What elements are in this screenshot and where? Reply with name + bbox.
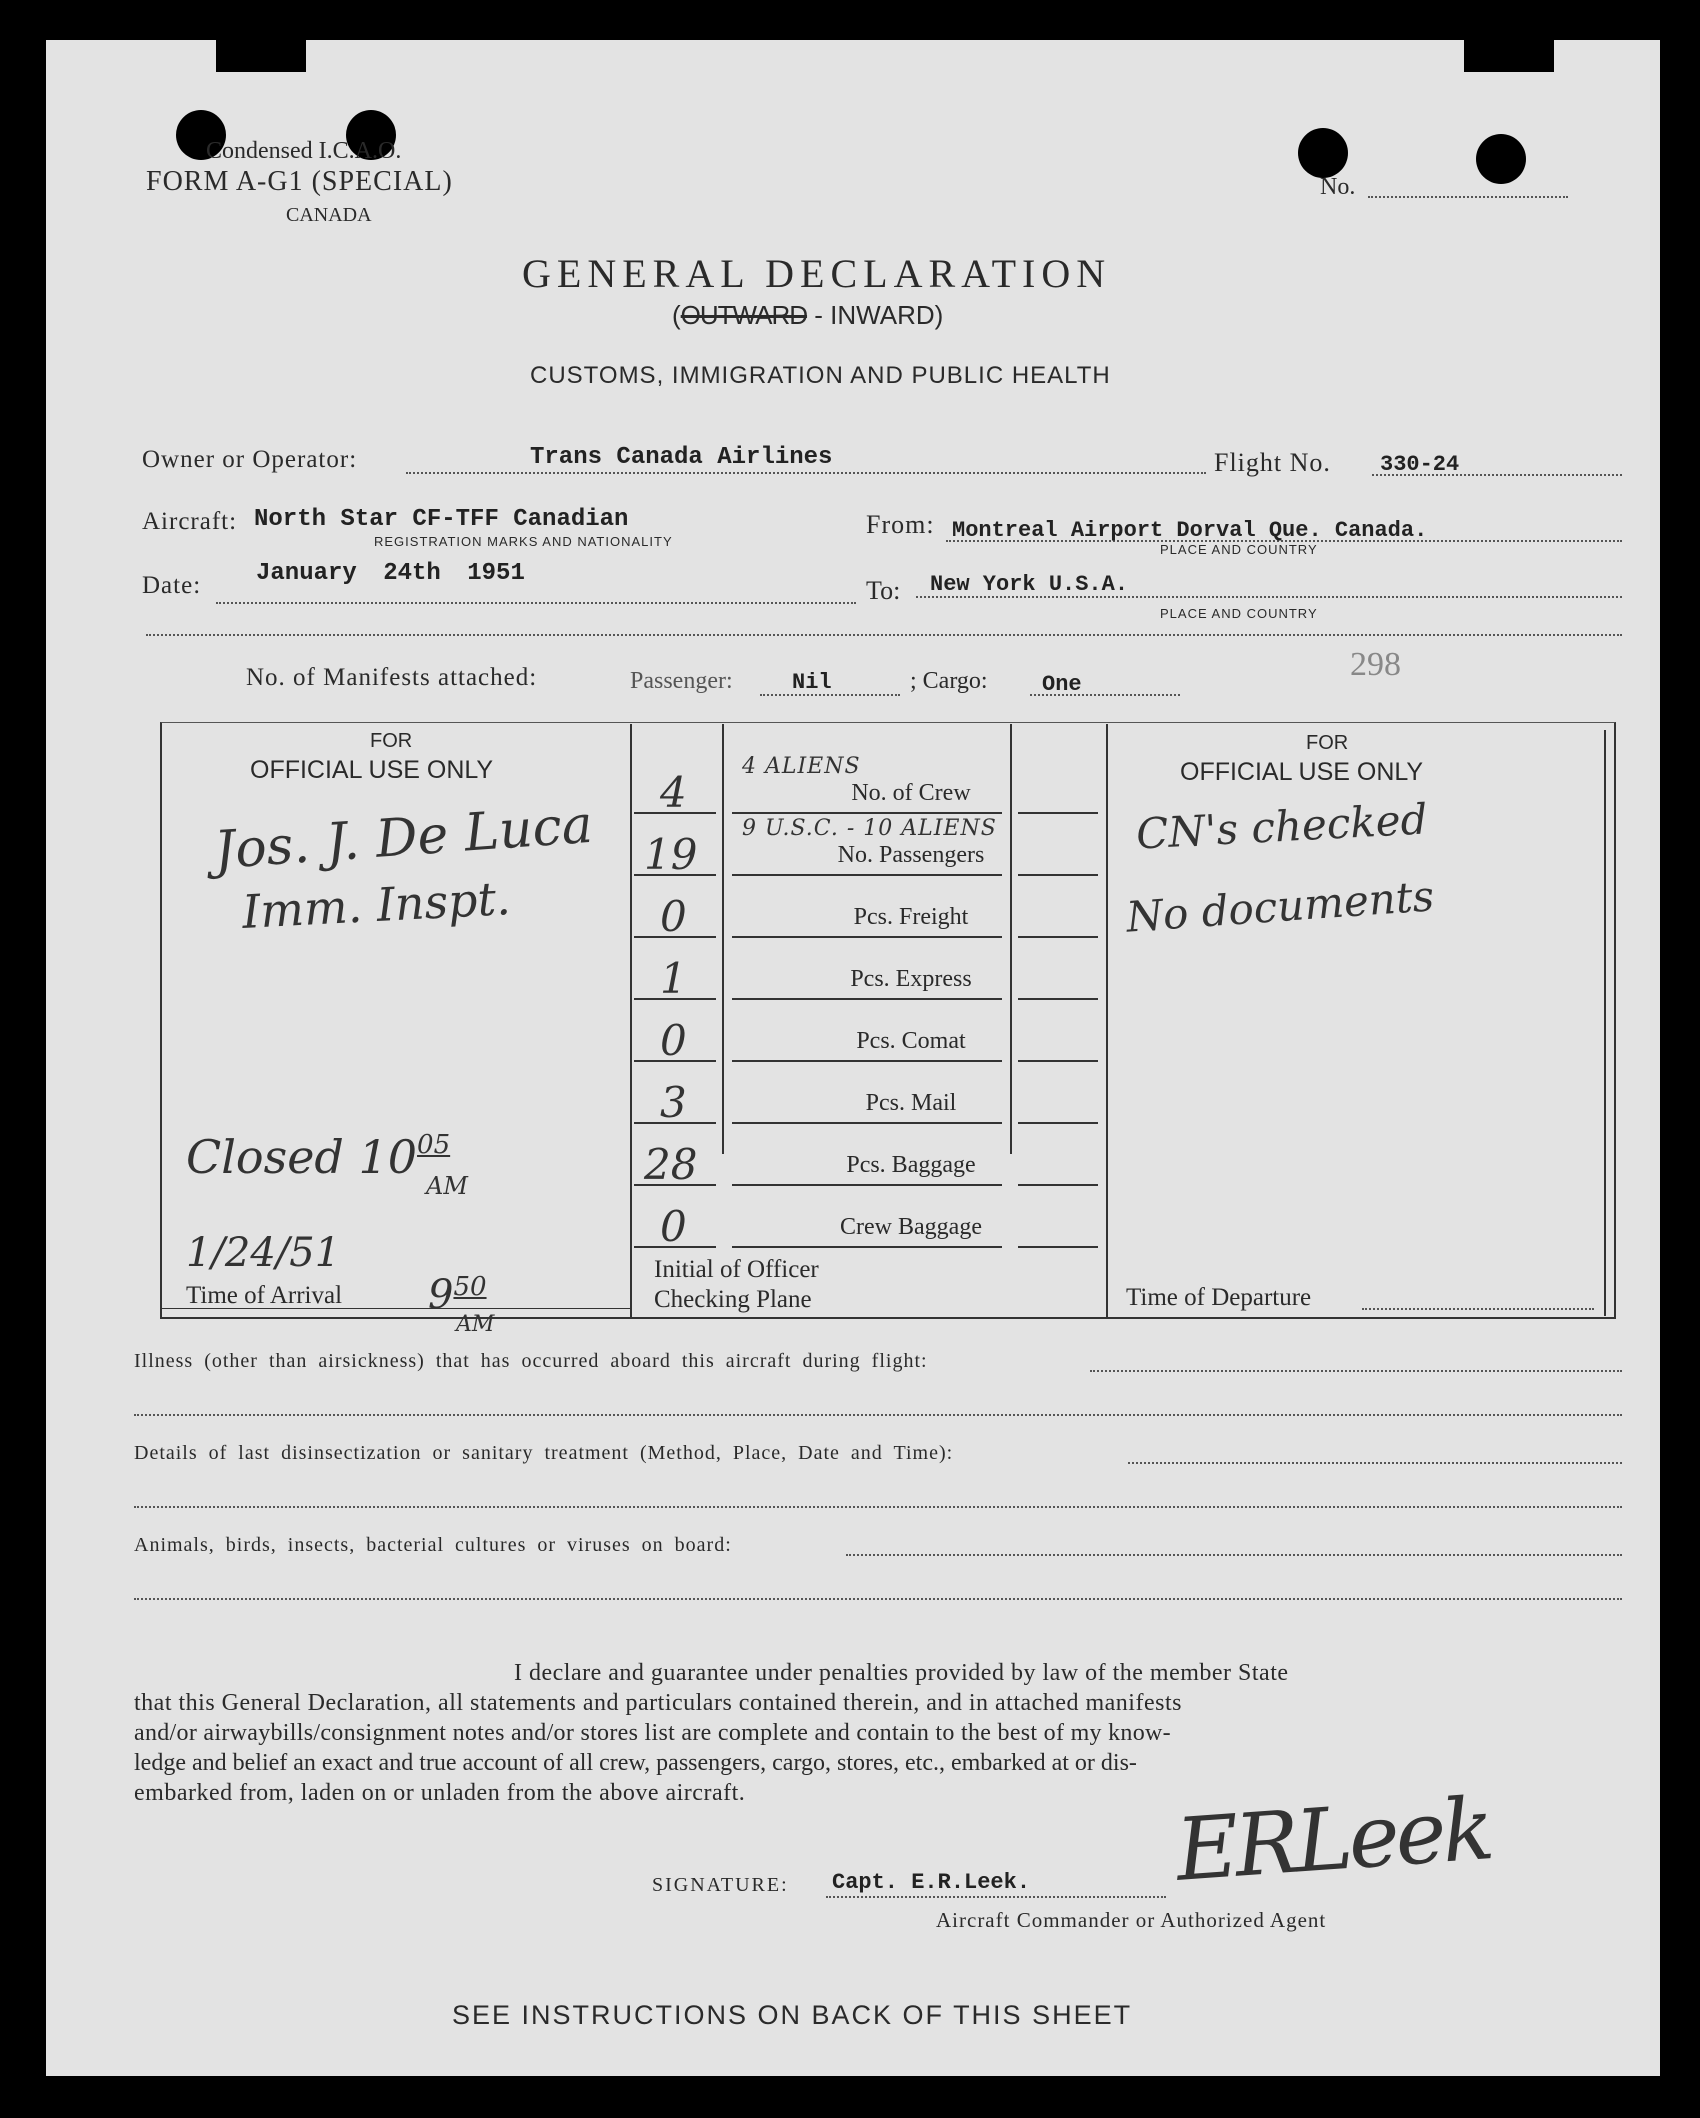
illness-line-2 [134,1414,1622,1416]
count-extra-line [1018,1246,1098,1248]
count-label: Pcs. Comat [856,1028,966,1054]
count-label-line [732,998,1002,1000]
binder-clip-right [1464,30,1554,72]
animals-line-2 [134,1598,1622,1600]
illness-label: Illness (other than airsickness) that has occurred aboard this aircraft during flight: [134,1350,928,1372]
date-label: Date: [142,572,202,599]
count-label: Pcs. Baggage [846,1152,976,1178]
count-extra-line [1018,1184,1098,1186]
right-note-documents: No documents [1124,871,1436,942]
official-left-heading-2: OFFICIAL USE ONLY [250,756,494,784]
signature-caption: Aircraft Commander or Authorized Agent [936,1908,1327,1932]
animals-line-1 [846,1554,1622,1556]
arrival-ampm: AM [456,1312,495,1337]
count-value: 0 [660,892,687,941]
declaration-line-1: I declare and guarantee under penalties provided by law of the member State [514,1660,1289,1686]
to-value: New York U.S.A. [930,572,1129,597]
count-extra-line [1018,1122,1098,1124]
official-left-heading-1: FOR [370,730,413,752]
flight-label: Flight No. [1214,448,1331,477]
count-row-line [634,1060,716,1062]
from-sublabel: PLACE AND COUNTRY [1160,542,1318,557]
officer-signature: Jos. J. De Luca [212,794,595,882]
direction-inward: - INWARD) [814,300,944,330]
initial-officer-label-2: Checking Plane [654,1286,812,1313]
direction-open-paren: ( [672,300,681,330]
count-extra-line [1018,998,1098,1000]
from-label: From: [866,510,935,539]
binder-clip-left [216,30,306,72]
arrival-minutes: 50 [453,1272,487,1302]
manifest-passenger-value: Nil [792,670,832,695]
disinsect-line-1 [1128,1462,1622,1464]
to-label: To: [866,576,901,605]
document-direction [672,300,943,331]
count-label-line [732,936,1002,938]
count-value: 0 [660,1016,687,1065]
section-separator [146,634,1622,636]
illness-line-1 [1090,1370,1622,1372]
arrival-label: Time of Arrival [186,1282,343,1309]
punch-hole-4 [1476,134,1526,184]
document-subtitle: CUSTOMS, IMMIGRATION AND PUBLIC HEALTH [530,362,1111,389]
count-label-line [732,1122,1002,1124]
count-label-line [732,1184,1002,1186]
signature-handwritten: ERLeek [1172,1779,1494,1901]
count-note: 4 ALIENS [742,754,861,779]
count-row-line [634,874,716,876]
count-extra-line [1018,812,1098,814]
departure-label: Time of Departure [1126,1284,1312,1311]
count-label: Pcs. Express [850,966,972,992]
count-label: No. of Crew [851,780,971,806]
signature-line [826,1896,1166,1898]
count-extra-line [1018,874,1098,876]
departure-line [1362,1308,1594,1310]
owner-line [406,472,1206,474]
count-row-line [634,1122,716,1124]
count-label: Pcs. Freight [853,904,969,930]
form-header-form-number: FORM A-G1 (SPECIAL) [146,166,453,197]
punch-hole-3 [1298,128,1348,178]
signature-value: Capt. E.R.Leek. [832,1870,1031,1895]
count-label-line [732,812,1002,814]
disinsect-label: Details of last disinsectization or sanitary treatment (Method, Place, Date and Time): [134,1442,954,1464]
declaration-line-4: ledge and belief an exact and true account of all crew, passengers, cargo, stores, etc., embarked at or dis- [134,1750,1137,1776]
count-value: 4 [660,768,687,817]
form-number-line [1368,196,1568,198]
closed-time-sup: 05 [417,1130,451,1160]
direction-struck-word: OUTWARD [680,300,808,330]
manifests-label: No. of Manifests attached: [246,664,538,691]
form-header-country: CANADA [286,204,372,226]
count-value: 19 [644,830,698,879]
count-label-line [732,1246,1002,1248]
count-row-line [634,1184,716,1186]
owner-value: Trans Canada Airlines [530,444,833,471]
aircraft-label: Aircraft: [142,508,238,535]
count-value: 0 [660,1202,687,1251]
owner-label: Owner or Operator: [142,446,358,473]
flight-value: 330-24 [1380,452,1460,477]
closed-note-text: Closed 10 [186,1130,418,1184]
count-extra-line [1018,936,1098,938]
arrival-date: 1/24/51 [186,1230,341,1276]
official-right-heading-2: OFFICIAL USE ONLY [1180,758,1424,786]
date-line [216,602,856,604]
form-sheet [46,40,1660,2076]
form-number-label: No. [1320,174,1356,200]
stamp-number: 298 [1350,646,1401,683]
count-row-line [634,812,716,814]
left-bottom-line [162,1308,630,1309]
count-label: No. Passengers [837,842,985,868]
aircraft-value: North Star CF-TFF Canadian [254,506,629,533]
manifest-cargo-value: One [1042,672,1082,697]
animals-label: Animals, birds, insects, bacterial cultures or viruses on board: [134,1534,732,1556]
aircraft-sublabel: REGISTRATION MARKS AND NATIONALITY [374,534,673,549]
manifest-cargo-label: ; Cargo: [910,668,988,694]
count-value: 28 [644,1140,698,1189]
initial-officer-label-1: Initial of Officer [654,1256,819,1283]
arrival-hour: 9 [428,1272,454,1318]
form-header-condensed: Condensed I.C.A.O. [206,138,402,164]
from-value: Montreal Airport Dorval Que. Canada. [952,518,1428,543]
count-label-line [732,874,1002,876]
closed-ampm: AM [426,1172,468,1200]
declaration-line-5: embarked from, laden on or unladen from the above aircraft. [134,1780,746,1806]
count-extra-line [1018,1060,1098,1062]
officer-title: Imm. Inspt. [240,871,512,939]
count-row-line [634,998,716,1000]
count-value: 3 [660,1078,687,1127]
manifest-passenger-label: Passenger: [630,668,733,694]
signature-label: SIGNATURE: [652,1874,789,1896]
count-label: Pcs. Mail [865,1090,957,1116]
footer-instructions: SEE INSTRUCTIONS ON BACK OF THIS SHEET [452,2000,1133,2030]
count-row-line [634,936,716,938]
count-value: 1 [660,954,687,1003]
document-title: GENERAL DECLARATION [522,251,1112,296]
count-label: Crew Baggage [840,1214,982,1240]
right-note-checked: CN's checked [1134,794,1429,859]
disinsect-line-2 [134,1506,1622,1508]
date-value: January 24th 1951 [256,560,525,587]
declaration-line-2: that this General Declaration, all statements and particulars contained therein, and in attached manifests [134,1690,1182,1716]
count-note: 9 U.S.C. - 10 ALIENS [742,816,997,841]
count-row-line [634,1246,716,1248]
count-label-line [732,1060,1002,1062]
official-right-heading-1: FOR [1306,732,1349,754]
declaration-line-3: and/or airwaybills/consignment notes and/or stores list are complete and contain to the best of my know- [134,1720,1171,1746]
to-sublabel: PLACE AND COUNTRY [1160,606,1318,621]
